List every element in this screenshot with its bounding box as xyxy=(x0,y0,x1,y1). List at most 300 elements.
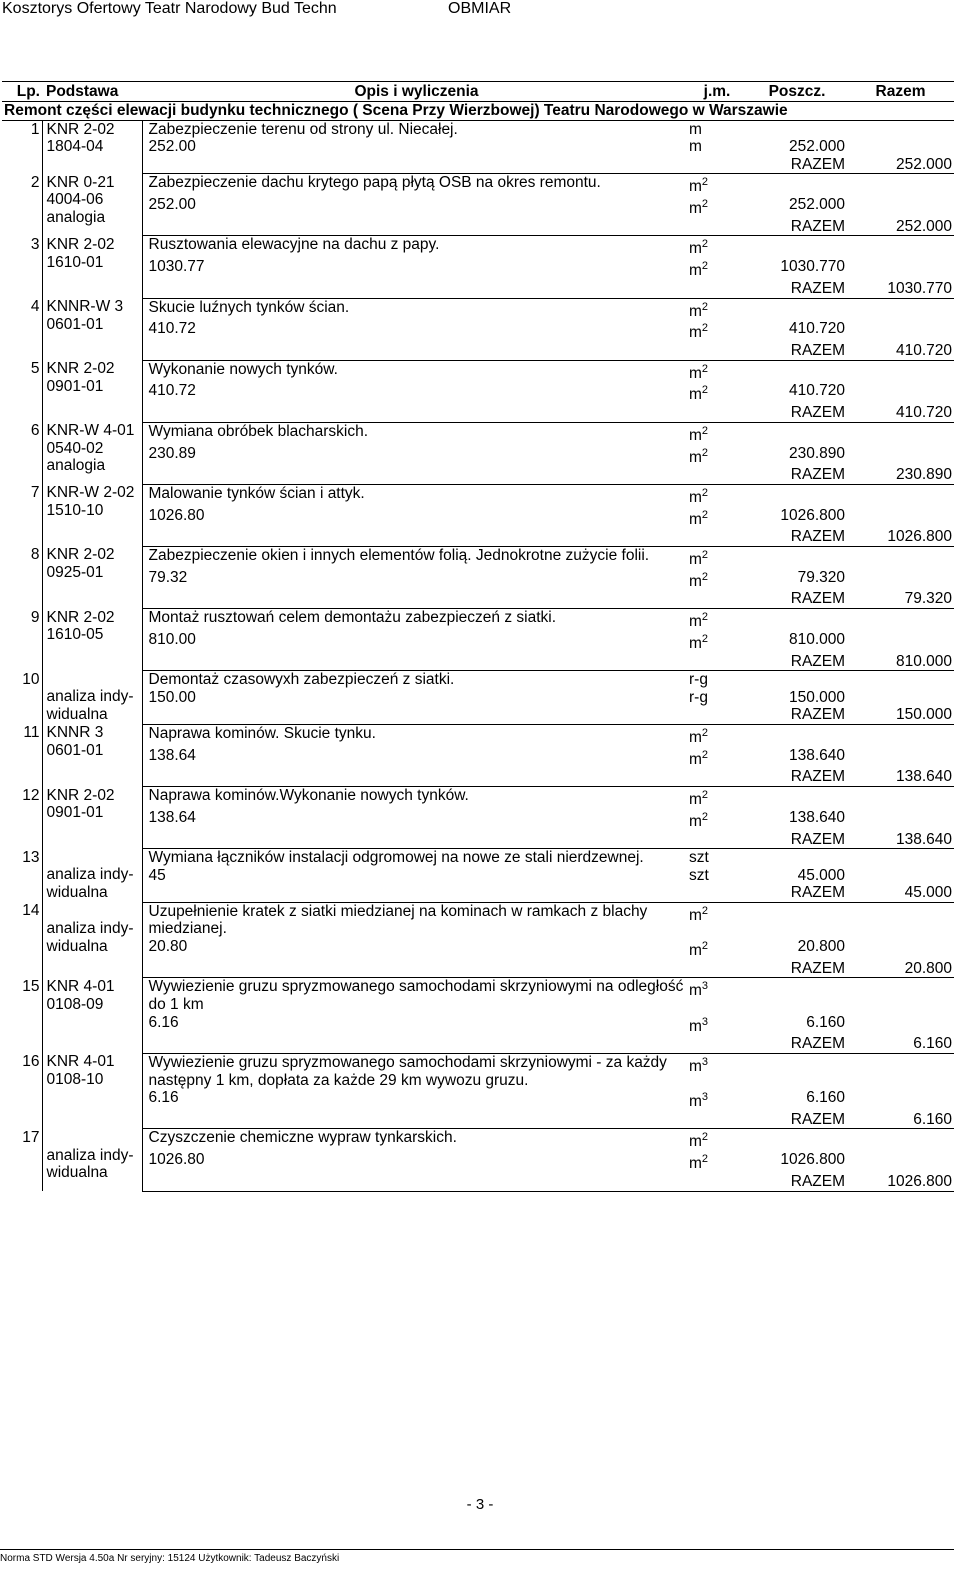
item-calc-unit: $m^2$ xyxy=(689,384,709,404)
item-lp: 5 xyxy=(30,360,40,378)
item-razem-value: 1026.800 xyxy=(847,528,954,546)
item-base xyxy=(42,787,142,849)
item-calc-result: 1026.800 xyxy=(780,506,845,524)
item-razem-spacer xyxy=(142,831,747,849)
unit-exponent: 2 xyxy=(701,384,709,397)
item-base xyxy=(42,1053,142,1129)
item-total-empty xyxy=(847,236,954,258)
item-qty-empty xyxy=(747,298,847,320)
item-calc-unit: m xyxy=(689,138,702,156)
item-calc-unit: $m^2$ xyxy=(689,446,709,466)
item-unit: $m^2$ xyxy=(689,548,709,569)
item-row xyxy=(2,609,954,631)
item-calc-expr: 138.64 xyxy=(142,809,687,831)
item-base-line: KNR 2-02 xyxy=(46,360,115,378)
item-description: Rusztowania elewacyjne na dachu z papy. xyxy=(142,236,687,258)
item-razem-row xyxy=(2,1035,954,1053)
section-row xyxy=(2,102,954,121)
item-razem-label: RAZEM xyxy=(747,1111,847,1129)
item-lp: 1 xyxy=(30,120,40,138)
item-qty-empty xyxy=(747,484,847,506)
item-razem-value: 230.890 xyxy=(847,466,954,484)
item-calc-expr: 410.72 xyxy=(142,320,687,342)
item-razem-label: RAZEM xyxy=(747,884,847,902)
item-total-empty xyxy=(847,902,954,938)
item-razem-label: RAZEM xyxy=(747,768,847,786)
item-calc-expr: 252.00 xyxy=(142,196,687,218)
item-calc-expr: 230.89 xyxy=(142,445,687,467)
item-razem-value: 138.640 xyxy=(847,831,954,849)
item-razem-row xyxy=(2,404,954,422)
item-total-empty xyxy=(847,978,954,1014)
item-row xyxy=(2,849,954,867)
item-base-line: 0540-02 xyxy=(46,439,104,457)
item-lp: 7 xyxy=(30,484,40,502)
item-calc-expr: 1026.80 xyxy=(142,1151,687,1173)
item-unit: $m^2$ xyxy=(689,611,709,631)
item-row xyxy=(2,298,954,320)
unit-exponent: 2 xyxy=(701,940,709,953)
unit-exponent: 2 xyxy=(701,726,709,739)
item-calc-unit: $m^2$ xyxy=(689,632,709,652)
item-calc-row xyxy=(2,809,954,831)
item-base-line xyxy=(47,671,140,689)
item-calc-unit: $m^2$ xyxy=(689,1153,709,1173)
item-base xyxy=(42,360,142,422)
item-base-line: KNR 2-02 xyxy=(46,120,115,138)
item-total-empty xyxy=(847,120,954,138)
unit-exponent: 2 xyxy=(701,1131,709,1144)
item-base-line: 0901-01 xyxy=(46,377,104,395)
item-calc-row xyxy=(2,382,954,404)
unit-exponent: 2 xyxy=(701,632,709,645)
item-calc-empty xyxy=(847,258,954,280)
item-calc-row xyxy=(2,320,954,342)
item-calc-row xyxy=(2,747,954,769)
item-razem-spacer xyxy=(142,404,747,422)
item-razem-spacer xyxy=(142,1173,747,1191)
item-razem-row xyxy=(2,1173,954,1191)
item-base-line: analogia xyxy=(46,209,106,227)
item-base-line: 0601-01 xyxy=(46,742,104,759)
item-lp: 16 xyxy=(22,1053,40,1071)
item-base-line: KNR 2-02 xyxy=(46,235,115,253)
item-razem-spacer xyxy=(142,1035,747,1053)
item-base-line: 4004-06 xyxy=(46,191,104,209)
item-total-empty xyxy=(847,671,954,689)
item-razem-value: 810.000 xyxy=(847,653,954,671)
unit-exponent: 2 xyxy=(701,322,709,335)
item-razem-label: RAZEM xyxy=(747,528,847,546)
item-row xyxy=(2,174,954,196)
item-lp: 17 xyxy=(22,1128,40,1146)
item-base-line: widualna xyxy=(46,883,108,901)
item-unit: szt xyxy=(689,849,709,867)
item-row xyxy=(2,422,954,444)
item-calc-empty xyxy=(847,1151,954,1173)
item-unit: m xyxy=(689,120,702,138)
item-calc-unit: $m^2$ xyxy=(689,810,709,830)
item-razem-row xyxy=(2,466,954,484)
item-calc-result: 252.000 xyxy=(788,138,845,156)
item-calc-row xyxy=(2,507,954,529)
item-description: Uzupełnienie kratek z siatki miedzianej na kominach w ramkach z blachy miedzianej. xyxy=(142,902,687,938)
item-razem-row xyxy=(2,884,954,902)
software-name: OBMIAR xyxy=(448,0,512,17)
item-calc-empty xyxy=(847,938,954,960)
item-unit: r-g xyxy=(689,671,708,689)
item-razem-value: 138.640 xyxy=(847,768,954,786)
item-qty-empty xyxy=(747,902,847,938)
item-calc-expr: 1026.80 xyxy=(142,507,687,529)
item-calc-expr: 410.72 xyxy=(142,382,687,404)
item-qty-empty xyxy=(747,236,847,258)
item-base-line: 0925-01 xyxy=(46,564,104,582)
item-razem-spacer xyxy=(142,156,747,174)
item-calc-unit: $m^2$ xyxy=(689,322,709,342)
item-unit: $m^2$ xyxy=(689,904,709,925)
item-calc-empty xyxy=(847,689,954,707)
item-calc-unit: $m^2$ xyxy=(689,748,709,768)
item-razem-spacer xyxy=(142,653,747,671)
item-description: Wymiana łączników instalacji odgromowej na nowe ze stali nierdzewnej. xyxy=(142,849,687,867)
item-base-line: widualna xyxy=(46,705,108,723)
item-description: Czyszczenie chemiczne wypraw tynkarskich. xyxy=(142,1129,687,1151)
item-description: Wykonanie nowych tynków. xyxy=(142,360,687,382)
item-base-line: KNR 2-02 xyxy=(46,546,115,564)
item-calc-expr: 45 xyxy=(142,867,687,885)
document-title: Kosztorys Ofertowy Teatr Narodowy Bud Techn xyxy=(2,0,337,17)
item-lp: 6 xyxy=(30,422,40,440)
item-calc-unit: $m^2$ xyxy=(689,260,709,280)
item-razem-row xyxy=(2,342,954,360)
col-total-header: Razem xyxy=(847,82,954,102)
item-qty-empty xyxy=(747,671,847,689)
item-base xyxy=(42,849,142,903)
item-calc-empty xyxy=(847,809,954,831)
item-total-empty xyxy=(847,609,954,631)
item-calc-result: 20.800 xyxy=(797,938,845,956)
item-base-line: KNR 4-01 xyxy=(46,977,115,995)
item-base-line: KNR 4-01 xyxy=(46,1053,115,1071)
item-calc-unit: $m^2$ xyxy=(689,940,709,960)
item-calc-result: 1030.770 xyxy=(780,258,845,276)
item-calc-empty xyxy=(847,867,954,885)
item-calc-expr: 1030.77 xyxy=(142,258,687,280)
unit-exponent: 2 xyxy=(701,789,709,801)
item-razem-label: RAZEM xyxy=(747,1035,847,1053)
item-calc-empty xyxy=(847,1089,954,1111)
item-calc-empty xyxy=(847,196,954,218)
item-razem-value: 1026.800 xyxy=(847,1173,954,1191)
item-base xyxy=(42,1129,142,1191)
item-razem-label: RAZEM xyxy=(747,960,847,978)
item-row xyxy=(2,724,954,746)
item-description: Naprawa kominów.Wykonanie nowych tynków. xyxy=(142,787,687,809)
item-total-empty xyxy=(847,849,954,867)
unit-exponent: 2 xyxy=(701,1153,709,1166)
item-unit: $m^2$ xyxy=(689,176,709,196)
item-calc-result: 810.000 xyxy=(788,630,845,648)
item-razem-spacer xyxy=(142,1111,747,1129)
item-base-line: 0108-10 xyxy=(46,1071,104,1089)
item-lp: 2 xyxy=(30,173,40,191)
item-razem-value: 252.000 xyxy=(847,218,954,236)
item-base-line: analiza indy- xyxy=(46,866,134,884)
item-total-empty xyxy=(847,787,954,809)
item-calc-result: 150.000 xyxy=(788,688,845,706)
item-razem-row xyxy=(2,1111,954,1129)
item-razem-value: 1030.770 xyxy=(847,280,954,298)
unit-exponent: 2 xyxy=(701,748,709,761)
unit-exponent: 2 xyxy=(701,238,709,251)
item-calc-row xyxy=(2,1151,954,1173)
item-base-line: 1804-04 xyxy=(46,138,104,156)
item-razem-row xyxy=(2,590,954,608)
item-razem-value: 6.160 xyxy=(847,1111,954,1129)
item-base-line: 0601-01 xyxy=(46,315,104,333)
item-qty-empty xyxy=(747,849,847,867)
item-razem-spacer xyxy=(142,280,747,298)
item-qty-empty xyxy=(747,1053,847,1089)
item-description: Wymiana obróbek blacharskich. xyxy=(142,422,687,444)
item-lp: 10 xyxy=(22,670,40,688)
item-calc-empty xyxy=(847,138,954,156)
item-calc-unit: $m^2$ xyxy=(689,198,709,218)
item-razem-row xyxy=(2,960,954,978)
item-razem-value: 6.160 xyxy=(847,1035,954,1053)
unit-exponent: 2 xyxy=(701,548,709,561)
item-razem-value: 410.720 xyxy=(847,404,954,422)
item-razem-label: RAZEM xyxy=(747,590,847,608)
item-calc-result: 138.640 xyxy=(788,808,845,826)
item-razem-value: 150.000 xyxy=(847,706,954,724)
item-calc-expr: 252.00 xyxy=(142,138,687,156)
item-razem-row xyxy=(2,653,954,671)
item-description: Skucie luźnych tynków ścian. xyxy=(142,298,687,320)
unit-exponent: 2 xyxy=(701,446,709,459)
item-qty-empty xyxy=(747,422,847,444)
item-razem-row xyxy=(2,218,954,236)
item-lp: 14 xyxy=(22,902,40,920)
item-calc-unit: $m^3$ xyxy=(689,1015,709,1035)
item-unit: $m^2$ xyxy=(689,726,709,747)
item-description: Zabezpieczenie terenu od strony ul. Niecałej. xyxy=(142,120,687,138)
col-desc-header: Opis i wyliczenia xyxy=(142,82,687,102)
col-base-header: Podstawa xyxy=(42,82,142,102)
unit-exponent: 2 xyxy=(701,198,709,211)
item-razem-spacer xyxy=(142,218,747,236)
item-total-empty xyxy=(847,360,954,382)
item-base-line: analiza indy- xyxy=(46,919,134,937)
item-unit: $m^2$ xyxy=(689,486,709,506)
item-row xyxy=(2,978,954,1014)
item-calc-expr: 6.16 xyxy=(142,1014,687,1036)
item-calc-empty xyxy=(847,569,954,591)
item-base-line: KNR-W 4-01 xyxy=(46,422,135,440)
item-razem-label: RAZEM xyxy=(747,831,847,849)
item-qty-empty xyxy=(747,1129,847,1151)
item-razem-label: RAZEM xyxy=(747,404,847,422)
item-row xyxy=(2,1129,954,1151)
item-calc-empty xyxy=(847,747,954,769)
item-razem-label: RAZEM xyxy=(747,653,847,671)
item-calc-row xyxy=(2,1089,954,1111)
unit-exponent: 2 xyxy=(701,300,709,313)
item-unit: $m^3$ xyxy=(689,1055,709,1076)
item-unit: $m^2$ xyxy=(689,362,709,382)
item-razem-label: RAZEM xyxy=(747,466,847,484)
item-base xyxy=(42,724,142,786)
item-base xyxy=(42,298,142,360)
item-lp: 8 xyxy=(30,546,40,564)
col-unit-header: j.m. xyxy=(687,82,747,102)
item-qty-empty xyxy=(747,978,847,1014)
item-base-line: analogia xyxy=(46,457,106,475)
item-base-line: 0901-01 xyxy=(46,804,104,822)
item-razem-value: 45.000 xyxy=(847,884,954,902)
item-qty-empty xyxy=(747,546,847,568)
item-description: Zabezpieczenie okien i innych elementów folią. Jednokrotne zużycie folii. xyxy=(142,546,687,568)
unit-exponent: 3 xyxy=(701,980,709,993)
item-razem-value: 20.800 xyxy=(847,960,954,978)
item-total-empty xyxy=(847,298,954,320)
item-base-line xyxy=(47,1129,140,1147)
unit-exponent: 2 xyxy=(701,486,709,499)
item-description: Wywiezienie gruzu spryzmowanego samochodami skrzyniowymi na odległość do 1 km xyxy=(142,978,687,1014)
item-calc-result: 45.000 xyxy=(797,866,845,884)
item-razem-row xyxy=(2,156,954,174)
item-calc-row xyxy=(2,938,954,960)
item-calc-empty xyxy=(847,631,954,653)
unit-exponent: 2 xyxy=(701,810,709,823)
unit-exponent: 2 xyxy=(701,424,709,437)
item-unit: $m^2$ xyxy=(689,1131,709,1151)
item-calc-row xyxy=(2,569,954,591)
item-description: Naprawa kominów. Skucie tynku. xyxy=(142,724,687,746)
unit-exponent: 2 xyxy=(701,508,709,521)
item-base xyxy=(42,422,142,484)
item-calc-empty xyxy=(847,1014,954,1036)
unit-exponent: 3 xyxy=(701,1015,709,1028)
item-razem-spacer xyxy=(142,706,747,724)
item-unit: $m^2$ xyxy=(689,238,709,258)
item-razem-spacer xyxy=(142,466,747,484)
item-base xyxy=(42,174,142,236)
page-number: - 3 - xyxy=(466,1496,494,1513)
item-lp: 11 xyxy=(23,724,40,742)
footer-text: Norma STD Wersja 4.50a Nr seryjny: 15124 Użytkownik: Tadeusz Baczyński xyxy=(0,1549,954,1564)
item-base xyxy=(42,484,142,546)
item-calc-expr: 79.32 xyxy=(142,569,687,591)
item-calc-expr: 20.80 xyxy=(142,938,687,960)
item-description: Malowanie tynków ścian i attyk. xyxy=(142,484,687,506)
item-row xyxy=(2,902,954,938)
item-razem-value: 410.720 xyxy=(847,342,954,360)
item-row xyxy=(2,120,954,138)
item-base-line: 1610-01 xyxy=(46,253,104,271)
item-calc-unit: szt xyxy=(689,866,709,884)
item-lp: 9 xyxy=(30,608,40,626)
item-base xyxy=(42,546,142,608)
item-base-line: KNR 2-02 xyxy=(46,786,115,804)
item-calc-unit: r-g xyxy=(689,688,708,706)
item-base xyxy=(42,902,142,978)
item-calc-unit: $m^2$ xyxy=(689,508,709,528)
item-base-line: analiza indy- xyxy=(46,1146,134,1164)
item-row xyxy=(2,360,954,382)
item-calc-empty xyxy=(847,382,954,404)
item-calc-expr: 138.64 xyxy=(142,747,687,769)
item-base xyxy=(42,609,142,671)
item-calc-result: 410.720 xyxy=(788,320,845,338)
unit-exponent: 2 xyxy=(701,176,709,189)
item-calc-empty xyxy=(847,507,954,529)
item-description: Wywiezienie gruzu spryzmowanego samochodami skrzyniowymi - za każdy następny 1 km, dopłata za każde 29 km wywozu gruzu. xyxy=(142,1053,687,1089)
item-qty-empty xyxy=(747,174,847,196)
item-calc-result: 6.160 xyxy=(806,1089,845,1107)
item-razem-label: RAZEM xyxy=(747,342,847,360)
item-razem-row xyxy=(2,706,954,724)
item-razem-label: RAZEM xyxy=(747,156,847,174)
item-lp: 15 xyxy=(22,977,40,995)
section-title: Remont części elewacji budynku technicznego ( Scena Przy Wierzbowej) Teatru Narodowego w Warszawie xyxy=(2,102,954,121)
unit-exponent: 3 xyxy=(701,1091,709,1104)
item-row xyxy=(2,671,954,689)
col-qty-header: Poszcz. xyxy=(747,82,847,102)
item-qty-empty xyxy=(747,360,847,382)
item-base-line: KNR 2-02 xyxy=(46,608,115,626)
item-description: Montaż rusztowań celem demontażu zabezpieczeń z siatki. xyxy=(142,609,687,631)
item-row xyxy=(2,787,954,809)
table-header-row xyxy=(2,82,954,102)
item-base-line: KNNR-W 3 xyxy=(46,298,124,316)
item-description: Zabezpieczenie dachu krytego papą płytą OSB na okres remontu. xyxy=(142,174,687,196)
item-calc-row xyxy=(2,1014,954,1036)
item-razem-spacer xyxy=(142,528,747,546)
item-calc-result: 138.640 xyxy=(788,746,845,764)
item-calc-empty xyxy=(847,445,954,467)
item-calc-unit: $m^3$ xyxy=(689,1091,709,1111)
item-calc-row xyxy=(2,689,954,707)
item-base-line: KNNR 3 xyxy=(46,724,104,742)
item-calc-result: 410.720 xyxy=(788,382,845,400)
col-lp-header: Lp. xyxy=(2,82,42,102)
item-base xyxy=(42,120,142,174)
item-base-line: widualna xyxy=(46,1164,108,1182)
item-base-line: 1610-05 xyxy=(46,626,104,644)
item-razem-row xyxy=(2,280,954,298)
item-total-empty xyxy=(847,724,954,746)
item-calc-row xyxy=(2,867,954,885)
item-unit: $m^2$ xyxy=(689,789,709,809)
item-base-line: analiza indy- xyxy=(46,688,134,706)
item-base-line: KNR-W 2-02 xyxy=(46,484,135,502)
item-base xyxy=(42,978,142,1054)
item-base-line xyxy=(47,849,140,867)
item-base-line: widualna xyxy=(46,937,108,955)
item-razem-value: 252.000 xyxy=(847,156,954,174)
item-base-line xyxy=(47,902,140,920)
item-razem-spacer xyxy=(142,884,747,902)
item-base-line: 1510-10 xyxy=(46,501,104,519)
item-lp: 13 xyxy=(22,848,40,866)
unit-exponent: 2 xyxy=(701,260,709,273)
unit-exponent: 2 xyxy=(701,611,709,624)
item-calc-expr: 150.00 xyxy=(142,689,687,707)
item-total-empty xyxy=(847,422,954,444)
item-razem-label: RAZEM xyxy=(747,706,847,724)
